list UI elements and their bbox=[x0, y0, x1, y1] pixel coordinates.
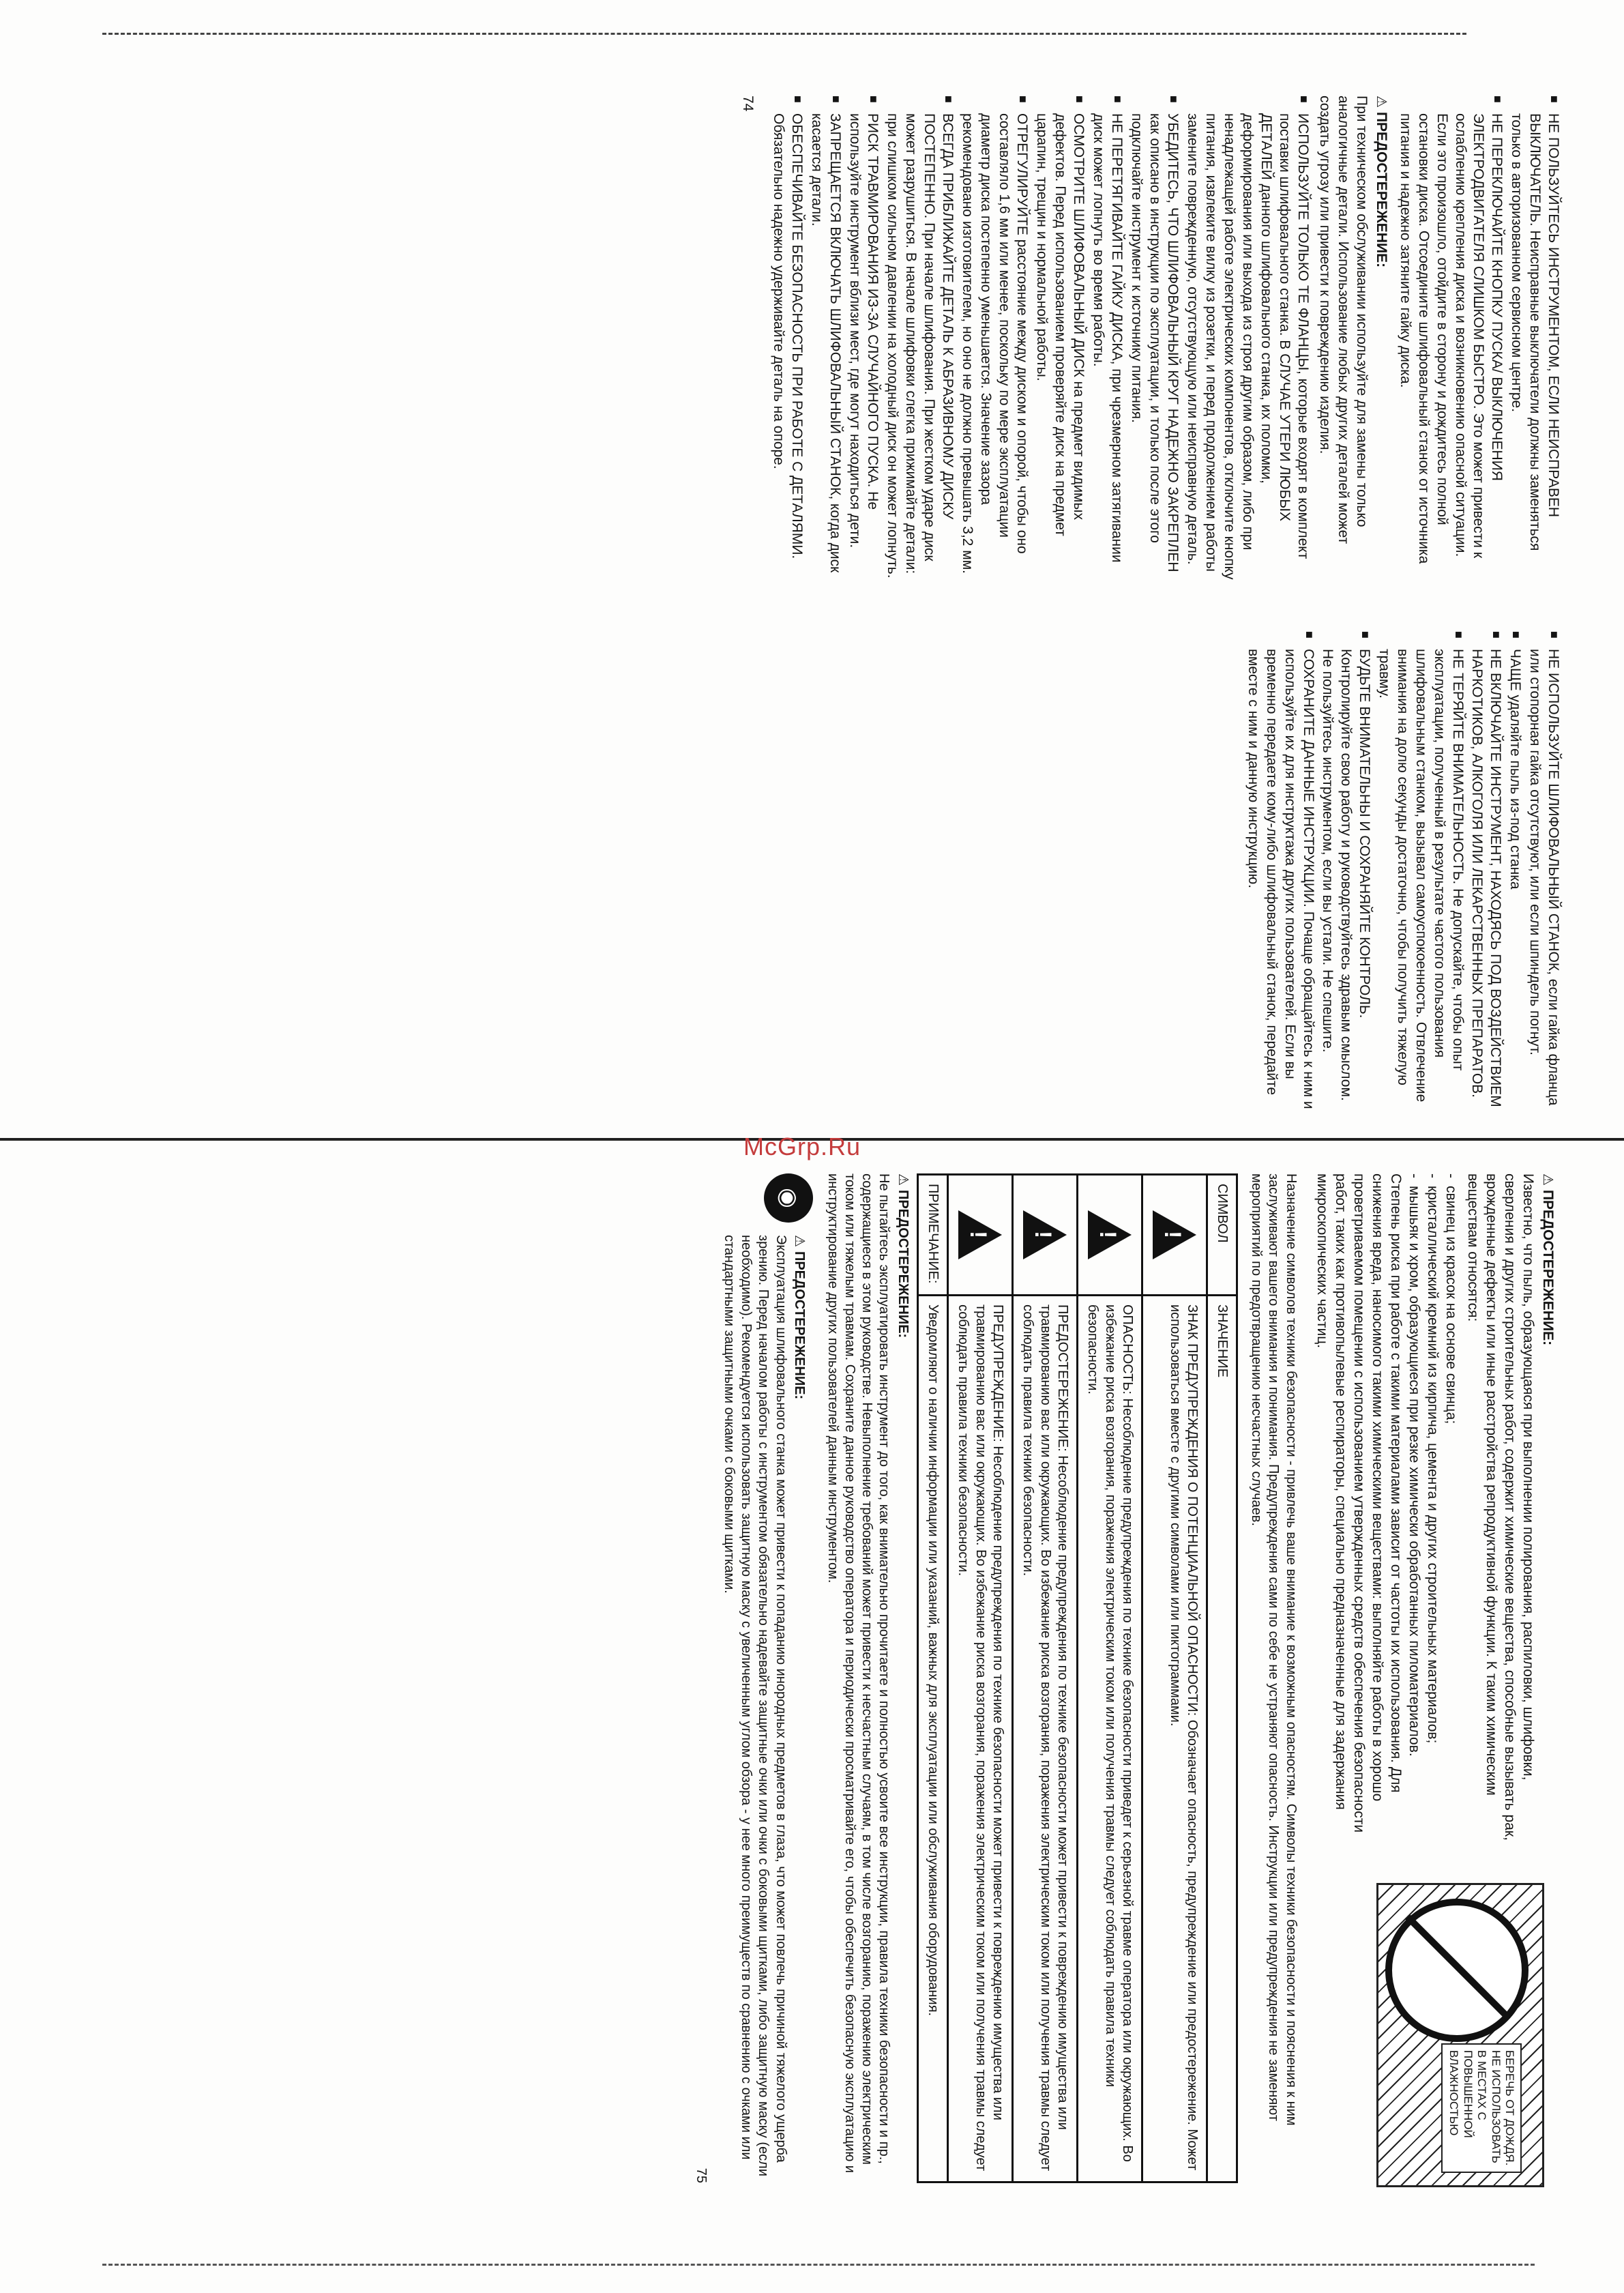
note-label: ПРИМЕЧАНИЕ: bbox=[917, 1175, 947, 1296]
watermark: McGrp.Ru bbox=[743, 1133, 861, 1160]
table-cell: ЗНАК ПРЕДУПРЕЖДЕНИЯ О ПОТЕНЦИАЛЬНОЙ ОПАСНОСТИ: Обозначает опасность, предупреждение или предостережение. Может использоваться вместе с другими символами или пиктограммами. bbox=[1142, 1296, 1207, 2182]
list-item: ■ НЕ ПОЛЬЗУЙТЕСЬ ИНСТРУМЕНТОМ, ЕСЛИ НЕИСПРАВЕН ВЫКЛЮЧАТЕЛЬ. Неисправные выключатели должны заменяться только в авторизованном сервисном центре. bbox=[1507, 96, 1562, 583]
safety-goggles-icon: ◉ bbox=[764, 1173, 813, 1223]
warning-text: Не пытайтесь эксплуатировать инструмент до того, как внимательно прочитаете и полностью усвоите все инструкции, правила техники безопасности и пр., содержащиеся в этом руководстве. Невыполнение требований может привести к несчастным случаям, в том числе возгоранию, поражению электрическим током или тяжелым травмам. Сохраните данное руководство оператора и периодически просматривайте его, чтобы обеспечить безопасную эксплуатацию и инструктирование других пользователей данным инструментом. bbox=[825, 1173, 892, 2174]
list-item: ■ НЕ ИСПОЛЬЗУЙТЕ ШЛИФОВАЛЬНЫЙ СТАНОК, если гайка фланца или стопорная гайка отсутствуют, или если шпиндель погнут. bbox=[1525, 631, 1562, 1119]
keep-dry-sign bbox=[1376, 1883, 1544, 2187]
eye-protection-block bbox=[716, 1173, 813, 2183]
page-74-column-2 bbox=[738, 631, 1562, 1119]
table-cell: ПРЕДУПРЕЖДЕНИЕ: Несоблюдение предупреждения по технике безопасности может привести к повреждению имущества или травмированию вас или окружающих. Во избежание риска возгорания, поражения электрическим током или получения травмы следует соблюдать правила техники безопасности. bbox=[947, 1296, 1012, 2182]
list-item: - кристаллический кремний из кирпича, цемента и других строительных материалов; bbox=[1423, 1173, 1441, 1842]
list-item: ■ ВСЕГДА ПРИБЛИЖАЙТЕ ДЕТАЛЬ К АБРАЗИВНОМУ ДИСКУ ПОСТЕПЕННО. При начале шлифования. При жестком ударе диск может разрушиться. В начале шлифовки слегка прижимайте детали: при слишком сильном давлении на холодный диск он может лопнуть. bbox=[883, 96, 957, 583]
table-row bbox=[1142, 1175, 1207, 2182]
warning-triangle-icon: ⚠ bbox=[1374, 96, 1389, 108]
table-cell: Уведомляют о наличии информации или указаний, важных для эксплуатации или обслуживания оборудования. bbox=[917, 1296, 947, 2182]
caution-triangle-icon bbox=[958, 1210, 1002, 1259]
table-row bbox=[1077, 1175, 1142, 2182]
danger-triangle-icon bbox=[1088, 1210, 1132, 1259]
list-item: - свинец из красок на основе свинца; bbox=[1441, 1173, 1460, 1842]
warning-heading: ⚠ПРЕДОСТЕРЕЖЕНИЕ: bbox=[895, 1173, 911, 1339]
symbols-intro: Назначение символов техники безопасности - привлечь ваше внимание к возможным опасностям. Символы техники безопасности и пояснения к ним заслуживают вашего внимания и понимания. Предупреждения сами по себе не устраняют опасность. Инструкции или предупреждения не заменяют мероприятий по предотвращению несчастных случаев. bbox=[1249, 1173, 1299, 2126]
list-item: ■ ОТРЕГУЛИРУЙТЕ расстояние между диском и опорой, чтобы оно составляло 1,6 мм или менее, поскольку по мере эксплуатации диаметр диска постепенно уменьшается. Значение зазора рекомендовано изготовителем, но оно не должно превышать 3,2 мм. bbox=[958, 96, 1031, 583]
list-item: ■ НЕ ТЕРЯЙТЕ ВНИМАТЕЛЬНОСТЬ. Не допускайте, чтобы опыт эксплуатации, полученный в результате частого пользования шлифовальным станком, вызывал самоуспокоенность. Отвлечение внимания на долю секунды достаточно, чтобы получить тяжелую травму. bbox=[1374, 631, 1466, 1119]
page-74 bbox=[61, 96, 1562, 1119]
alert-triangle-icon bbox=[1153, 1210, 1196, 1259]
warning-text: Известно, что пыль, образующаяся при выполнении полирования, распиловки, шлифовки, сверления и других строительных работ, содержит химические вещества, способные вызывать рак, врожденные дефекты или иные расстройства репродуктивной функции. К таким химическим веществам относятся: bbox=[1465, 1173, 1537, 1841]
page-75-left-block bbox=[1309, 1173, 1562, 1842]
warning-triangle-icon: ⚠ bbox=[895, 1173, 911, 1186]
warning-heading: ⚠ПРЕДОСТЕРЕЖЕНИЕ: bbox=[1540, 1173, 1556, 1346]
scan-edge-top bbox=[102, 33, 1466, 35]
list-item: ■ ОБЕСПЕЧИВАЙТЕ БЕЗОПАСНОСТЬ ПРИ РАБОТЕ С ДЕТАЛЯМИ. Обязательно надежно удерживайте деталь на опоре. bbox=[769, 96, 806, 583]
warning-heading: ⚠ПРЕДОСТЕРЕЖЕНИЕ: bbox=[1374, 96, 1390, 268]
safety-symbols-table bbox=[917, 1173, 1238, 2183]
warning-text: Эксплуатация шлифовального станка может привести к попаданию инородных предметов в глаза, что может повлечь причиной тяжелого ущерба зрению. Перед началом работы с инструментом обязательно надевайте защитные очки или очки с боковыми щитками, либо защитную маску (если необходимо). Рекомендуется использовать защитную маску с увеличенным углом обзора - у нее много преимуществ по сравнению с очками или стандартными защитными очками с боковыми щитками. bbox=[722, 1235, 788, 2176]
table-row bbox=[947, 1175, 1012, 2182]
list-item: ■ ЗАПРЕЩАЕТСЯ ВКЛЮЧАТЬ ШЛИФОВАЛЬНЫЙ СТАНОК, когда диск касается детали. bbox=[807, 96, 844, 583]
list-item: ■ ИСПОЛЬЗУЙТЕ ТОЛЬКО ТЕ ФЛАНЦЫ, которые входят в комплект поставки шлифовального станка. В СЛУЧАЕ УТЕРИ ЛЮБЫХ ДЕТАЛЕЙ данного шлифовального станка, их поломки, деформирования или выхода из строя другим образом, либо при ненадлежащей работе электрических компонентов, отключите кнопку питания, извлеките вилку из розетки, и перед продолжением работы замените поврежденную, отсутствующую или неисправную деталь. bbox=[1183, 96, 1312, 583]
page-number: 75 bbox=[693, 2167, 709, 2183]
list-item: ■ НЕ ПЕРЕТЯГИВАЙТЕ ГАЙКУ ДИСКА, при чрезмерном затягивании диск может лопнуть во время работы. bbox=[1089, 96, 1125, 583]
table-row bbox=[1012, 1175, 1077, 2182]
keep-dry-label: БЕРЕЧЬ ОТ ДОЖДЯ. НЕ ИСПОЛЬЗОВАТЬ В МЕСТАХ С ПОВЫШЕННОЙ ВЛАЖНОСТЬЮ bbox=[1441, 2043, 1522, 2173]
warning-text: Степень риска при работе с такими материалами зависит от частоты их использования. Для снижения вреда, наносимого такими химическими веществами: выполняйте работы в хорошо проветриваемом помещении с использованием утвержденных средств обеспечения безопасности работ, таких как противопылевые респираторы, специально предназначенные для задержания микроскопических частиц. bbox=[1314, 1173, 1404, 1833]
list-item: ■ БУДЬТЕ ВНИМАТЕЛЬНЫ И СОХРАНЯЙТЕ КОНТРОЛЬ. Контролируйте свою работу и руководствуйтесь здравым смыслом. Не пользуйтесь инструментом, если вы устали. Не спешите. bbox=[1318, 631, 1374, 1119]
page-number: 74 bbox=[740, 96, 756, 112]
list-item: ■ НЕ ВКЛЮЧАЙТЕ ИНСТРУМЕНТ, НАХОДЯСЬ ПОД ВОЗДЕЙСТВИЕМ НАРКОТИКОВ, АЛКОГОЛЯ ИЛИ ЛЕКАРСТВЕННЫХ ПРЕПАРАТОВ. bbox=[1468, 631, 1505, 1119]
table-cell: ОПАСНОСТЬ: Несоблюдение предупреждения по технике безопасности приведет к серьезной травме оператора или окружающих. Во избежание риска возгорания, поражения электрическим током или получения травмы следует соблюдать правила техники безопасности. bbox=[1077, 1296, 1142, 2182]
page-75 bbox=[48, 1173, 1562, 2224]
list-item: ■ УБЕДИТЕСЬ, ЧТО ШЛИФОВАЛЬНЫЙ КРУГ НАДЕЖНО ЗАКРЕПЛЕН как описано в инструкции по эксплуатации, и только после этого подключайте инструмент к источнику питания. bbox=[1127, 96, 1182, 583]
warning-text: При техническом обслуживании используйте для замены только аналогичные детали. Использование любых других деталей может создать угрозу или привести к повреждению изделия. bbox=[1317, 96, 1370, 544]
list-item: ■ НЕ ПЕРЕКЛЮЧАЙТЕ КНОПКУ ПУСКА/ ВЫКЛЮЧЕНИЯ ЭЛЕКТРОДВИГАТЕЛЯ СЛИШКОМ БЫСТРО. Это может привести к ослаблению крепления диска и возникновению опасной ситуации. Если это произошло, отойдите в сторону и дождитесь полной остановки диска. Отсоедините шлифовальный станок от источника питания и надежно затяните гайку диска. bbox=[1396, 96, 1505, 583]
list-item: ■ ОСМОТРИТЕ ШЛИФОВАЛЬНЫЙ ДИСК на предмет видимых дефектов. Перед использованием проверяйте диск на предмет царапин, трещин и нормальной работы. bbox=[1033, 96, 1088, 583]
table-row bbox=[917, 1175, 947, 2182]
page-75-right-block bbox=[1309, 1883, 1562, 2210]
warning-triangle-icon: ⚠ bbox=[791, 1235, 807, 1247]
warning-heading: ⚠ПРЕДОСТЕРЕЖЕНИЕ: bbox=[791, 1235, 807, 1400]
list-item: ■ ЧАЩЕ удаляйте пыль из-под станка bbox=[1505, 631, 1524, 1119]
scan-edge-bottom bbox=[102, 2264, 1535, 2266]
warning-triangle-icon: ⚠ bbox=[1540, 1173, 1555, 1186]
table-cell: ПРЕДОСТЕРЕЖЕНИЕ: Несоблюдение предупреждения по технике безопасности может привести к повреждению имущества или травмированию вас или окружающих. Во избежание риска возгорания, поражения электрическим током или получения травмы следует соблюдать правила техники безопасности. bbox=[1012, 1296, 1077, 2182]
table-header-meaning: ЗНАЧЕНИЕ bbox=[1207, 1296, 1237, 2182]
list-item: ■ РИСК ТРАВМИРОВАНИЯ ИЗ-ЗА СЛУЧАЙНОГО ПУСКА. Не используйте инструмент вблизи мест, где могут находиться дети. bbox=[845, 96, 882, 583]
list-item: - мышьяк и хром, образующиеся при резке химически обработанных пиломатериалов. bbox=[1404, 1173, 1423, 1842]
page-74-column-1 bbox=[738, 96, 1562, 583]
list-item: ■ СОХРАНИТЕ ДАННЫЕ ИНСТРУКЦИИ. Почаще обращайтесь к ним и используйте их для инструктажа других пользователей. Если вы временно передаете кому-либо шлифовальный станок, передайте вместе с ним и данную инструкцию. bbox=[1243, 631, 1317, 1119]
table-header-symbol: СИМВОЛ bbox=[1207, 1175, 1237, 1296]
no-rain-icon bbox=[1385, 1899, 1529, 2042]
warning-triangle-icon bbox=[1023, 1210, 1067, 1259]
